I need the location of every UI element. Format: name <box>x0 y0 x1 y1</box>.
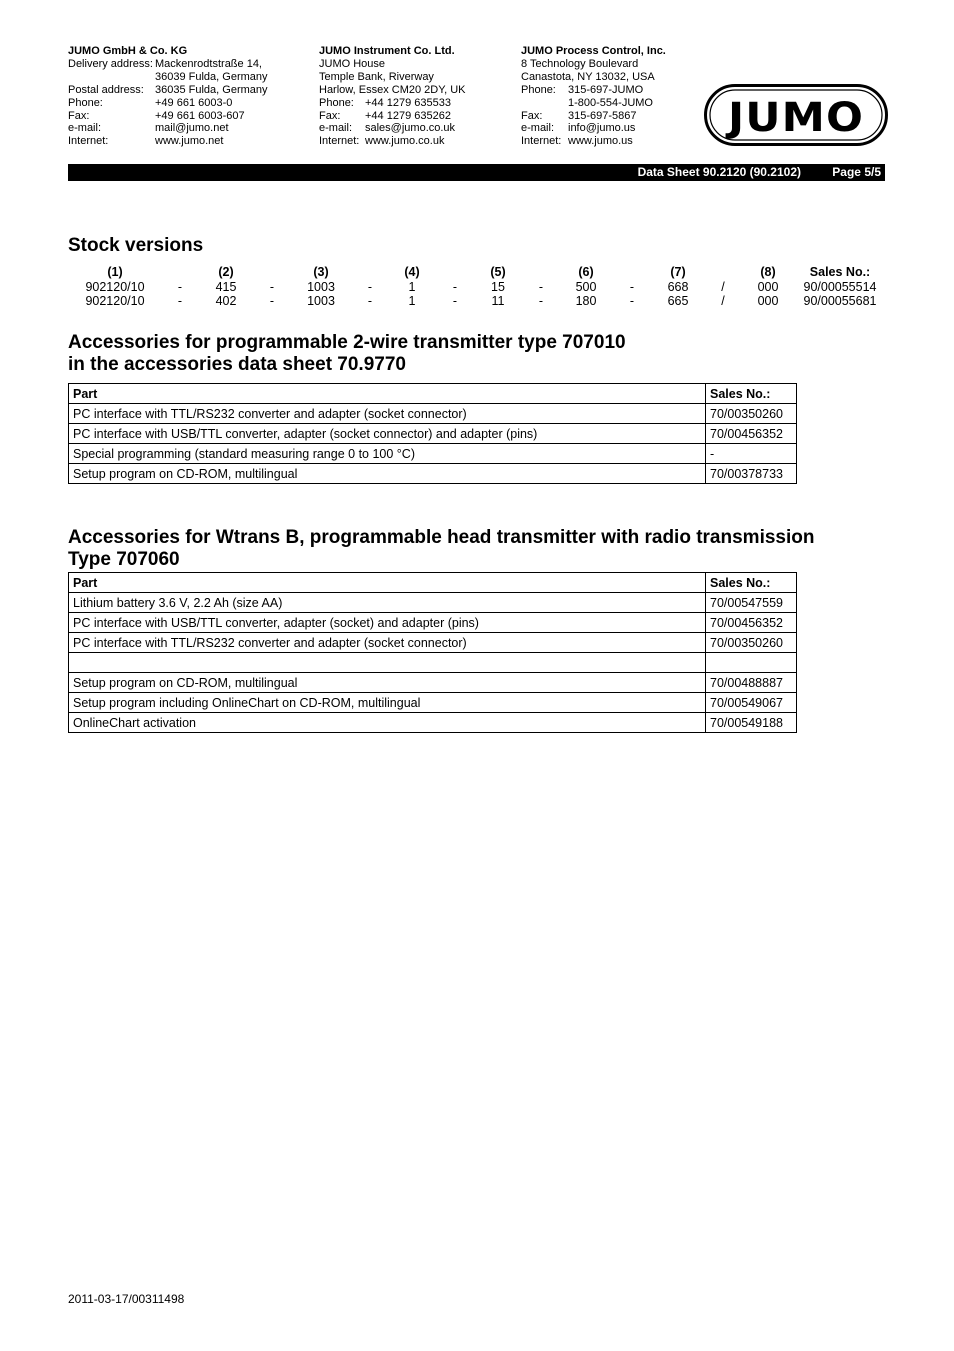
address-label: Fax: <box>319 109 341 122</box>
address-line <box>521 58 666 71</box>
stock-cell: 402 <box>215 294 237 308</box>
datasheet-bar <box>68 164 885 181</box>
address-value: +44 1279 635533 <box>365 96 451 109</box>
address-label: e-mail: <box>319 122 353 135</box>
stock-cell: - <box>177 280 183 294</box>
sales-no-cell: 70/00488887 <box>706 673 797 693</box>
table-row <box>69 613 797 633</box>
address-line <box>319 135 466 148</box>
table-row <box>69 424 797 444</box>
address-line <box>521 97 666 110</box>
address-block-uk <box>319 45 466 148</box>
address-value: +49 661 6003-607 <box>155 109 245 122</box>
stock-cell: 000 <box>757 280 779 294</box>
address-label: Phone: <box>68 96 103 109</box>
address-label: Phone: <box>319 96 354 109</box>
stock-header-cell: (8) <box>760 265 776 279</box>
address-label: e-mail: <box>521 122 555 135</box>
address-value: Mackenrodtstraße 14, <box>155 57 262 70</box>
logo-text: JUMO <box>724 95 864 141</box>
company-name: JUMO GmbH & Co. KG <box>68 45 188 57</box>
company-name: JUMO Process Control, Inc. <box>521 45 666 57</box>
stock-cell: / <box>721 280 725 294</box>
acc1-title-line2: in the accessories data sheet 70.9770 <box>68 354 406 375</box>
sales-no-cell: 70/00350260 <box>706 633 797 653</box>
part-cell: Special programming (standard measuring range 0 to 100 °C) <box>69 444 706 464</box>
table-row <box>69 444 797 464</box>
table-row <box>69 633 797 653</box>
stock-cell: 665 <box>667 294 689 308</box>
address-value: 315-697-5867 <box>568 109 637 122</box>
part-cell: Lithium battery 3.6 V, 2.2 Ah (size AA) <box>69 593 706 613</box>
address-value: 36039 Fulda, Germany <box>155 70 268 83</box>
address-line <box>68 58 268 71</box>
part-cell <box>69 653 706 673</box>
stock-cell: 1 <box>408 294 416 308</box>
acc1-title <box>68 332 626 376</box>
address-line <box>521 135 666 148</box>
stock-cell: - <box>629 280 635 294</box>
stock-header-cell: (7) <box>670 265 686 279</box>
page-number: Page 5/5 <box>832 165 881 179</box>
stock-cell: 902120/10 <box>85 294 145 308</box>
acc2-title-line1: Accessories for Wtrans B, programmable head transmitter with radio transmission <box>68 527 815 548</box>
stock-versions-grid <box>0 265 954 315</box>
acc2-title-line2: Type 707060 <box>68 549 180 570</box>
address-value: +49 661 6003-0 <box>155 96 233 109</box>
document-code: 2011-03-17/00311498 <box>68 1292 185 1306</box>
stock-cell: / <box>721 294 725 308</box>
address-value: 8 Technology Boulevard <box>521 57 639 70</box>
address-line <box>521 84 666 97</box>
address-value: Harlow, Essex CM20 2DY, UK <box>319 83 466 96</box>
stock-cell: - <box>538 294 544 308</box>
stock-cell: - <box>367 280 373 294</box>
address-line <box>319 58 466 71</box>
address-label: e-mail: <box>68 122 102 135</box>
address-label: Internet: <box>68 135 109 148</box>
stock-cell: 90/00055514 <box>803 280 877 294</box>
address-line <box>319 122 466 135</box>
stock-cell: 1003 <box>307 280 335 294</box>
stock-cell: - <box>269 294 275 308</box>
stock-cell: 500 <box>575 280 597 294</box>
address-value: JUMO House <box>319 57 386 70</box>
stock-cell: 902120/10 <box>85 280 145 294</box>
acc1-title-line1: Accessories for programmable 2-wire transmitter type 707010 <box>68 332 626 353</box>
address-value[interactable]: mail@jumo.net <box>155 122 229 135</box>
address-value[interactable]: www.jumo.net <box>155 135 224 148</box>
stock-cell: - <box>367 294 373 308</box>
stock-header-cell: (5) <box>490 265 506 279</box>
address-label: Phone: <box>521 83 556 96</box>
company-name: JUMO Instrument Co. Ltd. <box>319 45 455 57</box>
jumo-logo-icon <box>704 84 888 146</box>
part-cell: PC interface with USB/TTL converter, adapter (socket connector) and adapter (pins) <box>69 424 706 444</box>
address-value[interactable]: www.jumo.co.uk <box>365 135 445 148</box>
part-cell: PC interface with USB/TTL converter, adapter (socket) and adapter (pins) <box>69 613 706 633</box>
address-line <box>319 110 466 123</box>
col-sales-no: Sales No.: <box>706 384 797 404</box>
address-value: Temple Bank, Riverway <box>319 70 434 83</box>
address-value[interactable]: info@jumo.us <box>568 122 636 135</box>
address-line <box>68 84 268 97</box>
col-sales-no: Sales No.: <box>706 573 797 593</box>
address-value: 315-697-JUMO <box>568 83 644 96</box>
address-label <box>68 71 155 84</box>
sales-no-cell: 70/00456352 <box>706 424 797 444</box>
stock-cell: - <box>177 294 183 308</box>
acc2-table <box>68 572 797 733</box>
stock-header-cell: (1) <box>107 265 123 279</box>
sales-no-cell: 70/00547559 <box>706 593 797 613</box>
table-row <box>69 653 797 673</box>
part-cell: Setup program on CD-ROM, multilingual <box>69 464 706 484</box>
stock-versions-title: Stock versions <box>68 235 204 256</box>
part-cell: Setup program on CD-ROM, multilingual <box>69 673 706 693</box>
stock-cell: 90/00055681 <box>803 294 877 308</box>
address-value[interactable]: www.jumo.us <box>568 135 633 148</box>
table-row <box>69 464 797 484</box>
part-cell: PC interface with TTL/RS232 converter and adapter (socket connector) <box>69 633 706 653</box>
table-row <box>69 673 797 693</box>
part-cell: OnlineChart activation <box>69 713 706 733</box>
sales-no-cell <box>706 653 797 673</box>
stock-header-cell: (6) <box>578 265 594 279</box>
address-line <box>68 110 268 123</box>
stock-cell: 668 <box>667 280 689 294</box>
address-label: Fax: <box>68 109 90 122</box>
address-value[interactable]: sales@jumo.co.uk <box>365 122 456 135</box>
table-header-row <box>69 384 797 404</box>
table-row <box>69 693 797 713</box>
address-value: 36035 Fulda, Germany <box>155 83 268 96</box>
sales-no-cell: 70/00549067 <box>706 693 797 713</box>
address-label <box>521 97 568 110</box>
address-line <box>521 122 666 135</box>
address-line <box>521 110 666 123</box>
stock-cell: 180 <box>575 294 597 308</box>
acc1-table <box>68 383 797 484</box>
address-line <box>319 71 466 84</box>
address-block-germany <box>68 45 268 148</box>
part-cell: Setup program including OnlineChart on CD-ROM, multilingual <box>69 693 706 713</box>
sales-no-cell: - <box>706 444 797 464</box>
acc2-title <box>68 527 814 571</box>
col-part: Part <box>69 573 706 593</box>
address-line <box>68 122 268 135</box>
table-row <box>69 404 797 424</box>
stock-cell: 000 <box>757 294 779 308</box>
address-label: Internet: <box>319 135 360 148</box>
stock-cell: - <box>629 294 635 308</box>
stock-header-cell: (2) <box>218 265 234 279</box>
part-cell: PC interface with TTL/RS232 converter and adapter (socket connector) <box>69 404 706 424</box>
table-row <box>69 593 797 613</box>
sales-no-cell: 70/00350260 <box>706 404 797 424</box>
stock-cell: 1003 <box>307 294 335 308</box>
stock-cell: - <box>269 280 275 294</box>
address-line <box>68 71 268 84</box>
address-line <box>521 71 666 84</box>
stock-cell: 415 <box>215 280 237 294</box>
stock-header-cell: (3) <box>313 265 329 279</box>
datasheet-number: Data Sheet 90.2120 (90.2102) <box>637 165 801 179</box>
sales-no-cell: 70/00378733 <box>706 464 797 484</box>
address-label: Fax: <box>521 109 543 122</box>
address-value: +44 1279 635262 <box>365 109 451 122</box>
address-line <box>68 135 268 148</box>
table-row <box>69 713 797 733</box>
stock-cell: - <box>452 280 458 294</box>
address-line <box>319 84 466 97</box>
address-line <box>319 97 466 110</box>
address-label: Delivery address: <box>68 57 153 70</box>
stock-cell: 1 <box>408 280 416 294</box>
stock-header-cell: (4) <box>404 265 420 279</box>
stock-cell: - <box>452 294 458 308</box>
stock-cell: 15 <box>491 280 505 294</box>
address-label: Postal address: <box>68 83 144 96</box>
stock-cell: 11 <box>491 294 505 308</box>
address-value: 1-800-554-JUMO <box>568 96 653 109</box>
address-value: Canastota, NY 13032, USA <box>521 70 655 83</box>
address-line <box>68 97 268 110</box>
stock-header-cell: Sales No.: <box>809 265 871 279</box>
address-block-usa <box>521 45 666 148</box>
col-part: Part <box>69 384 706 404</box>
sales-no-cell: 70/00549188 <box>706 713 797 733</box>
stock-cell: - <box>538 280 544 294</box>
sales-no-cell: 70/00456352 <box>706 613 797 633</box>
table-header-row <box>69 573 797 593</box>
address-label: Internet: <box>521 135 562 148</box>
